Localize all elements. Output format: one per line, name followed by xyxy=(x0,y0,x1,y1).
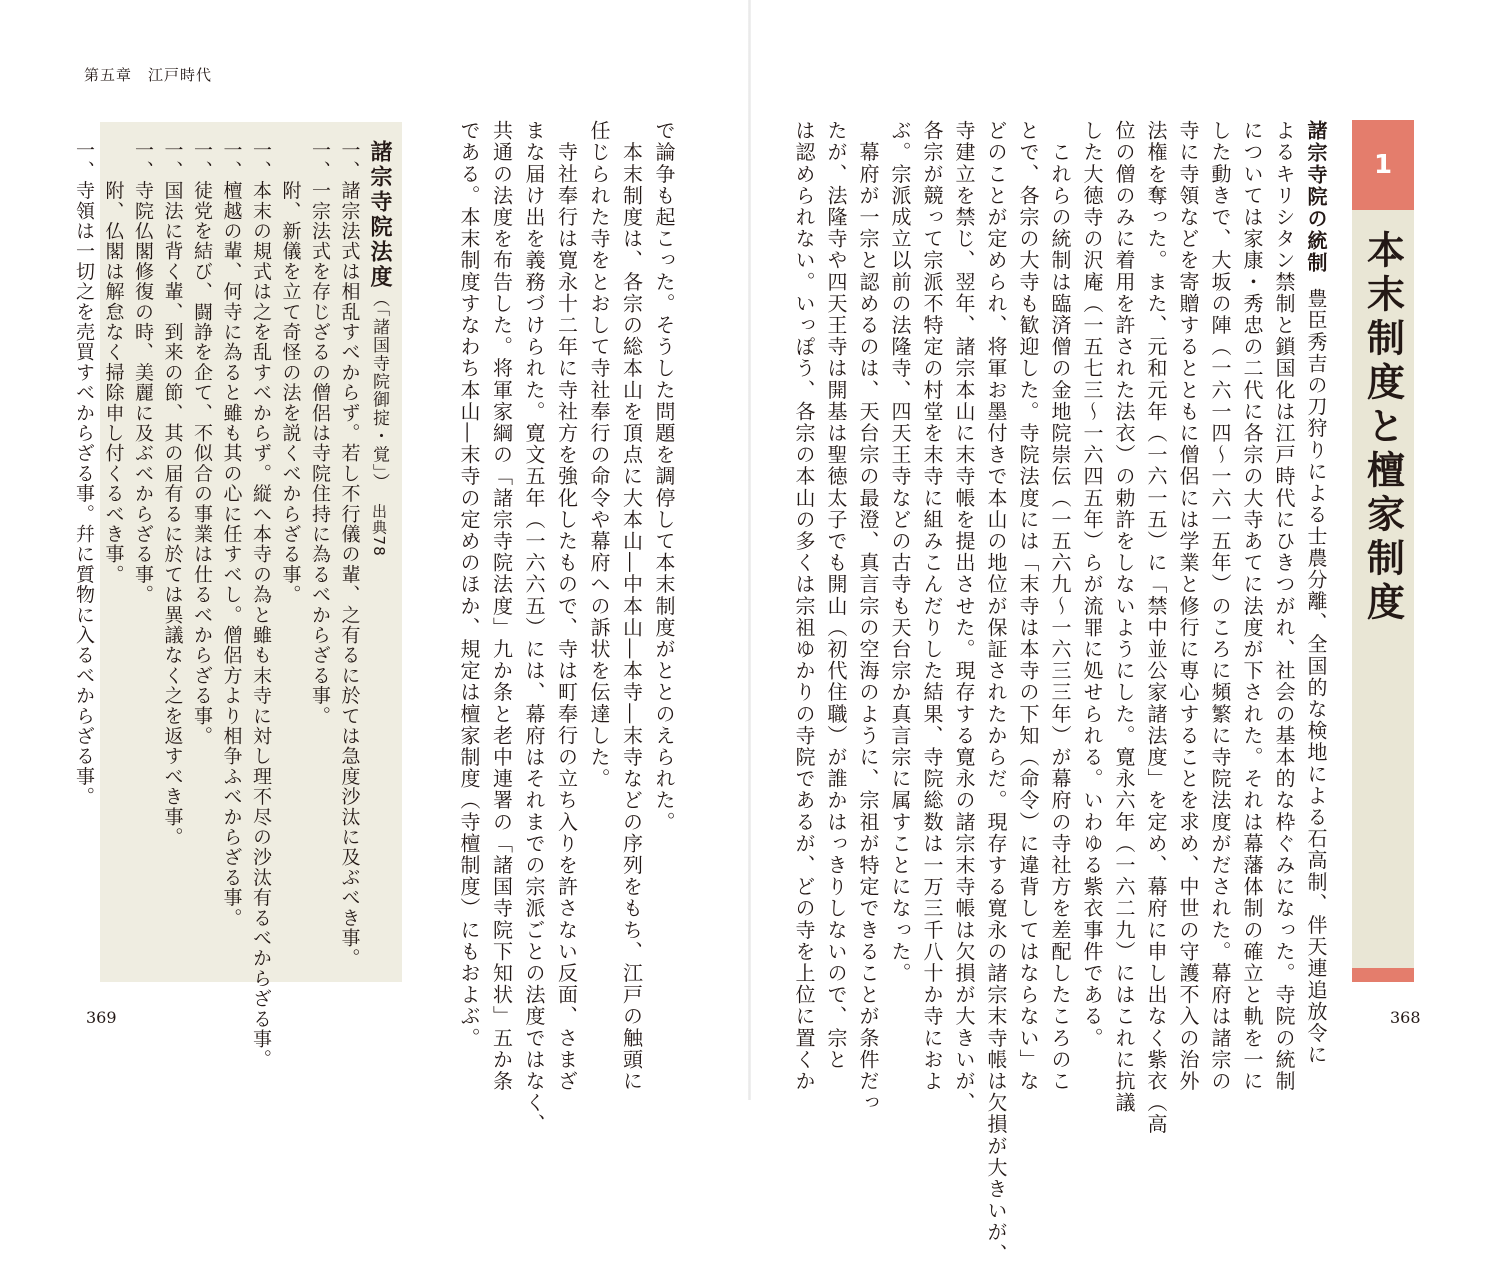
running-head: 第五章 江戸時代 xyxy=(84,66,213,84)
body-line: した大徳寺の沢庵（一五七三〜一六四五年）らが流罪に処せられる。いわゆる紫衣事件である。 xyxy=(1080,120,1104,1049)
body-text-right-page xyxy=(792,120,1332,1265)
body-line: とで、各宗の大寺も歓迎した。寺院法度には「末寺は本寺の下知（命令）に違背してはならない」な xyxy=(1016,120,1040,1092)
section-title: 本末制度と檀家制度 xyxy=(1360,230,1405,626)
body-line: 寺に寺領などを寄贈するとともに僧侶には学業と修行に専心することを求め、中世の守護不入の治外 xyxy=(1176,120,1200,1092)
section-number: 1 xyxy=(1352,120,1414,210)
source-subtitle: （「諸国寺院御掟・覚」） xyxy=(369,290,389,483)
body-line: どのことが定められ、将軍お墨付きで本山の地位が保証されたからだ。現存する寛永の諸宗末寺帳は欠損が大きいが、 xyxy=(984,120,1008,1265)
body-line: 法権を奪った。また、元和元年（一六一五）に「禁中並公家諸法度」を定め、幕府に申し出なく紫衣（高 xyxy=(1144,120,1168,1136)
body-line: である。本末制度すなわち本山―末寺の定めのほか、規定は檀家制度（寺檀制度）にもおよぶ。 xyxy=(457,120,481,1049)
body-line: 寺社奉行は寛永十二年に寺社方を強化したもので、寺は町奉行の立ち入りを許さない反面、さまざ xyxy=(554,120,579,1092)
source-article: 一、寺領は一切之を売買すべからざる事。幷に質物に入るべからざる事。 xyxy=(73,140,95,807)
source-heading xyxy=(364,140,395,970)
body-line: たが、法隆寺や四天王寺は開基は聖徳太子でも開山（初代住職）が誰かはっきりしないので、宗と xyxy=(824,120,848,1071)
subheading: 諸宗寺院の統制 xyxy=(1304,120,1328,274)
body-line: については家康・秀忠の二代に各宗の大寺あてに法度が下された。それは幕藩体制の確立と軌を一に xyxy=(1240,120,1264,1092)
body-line: で論争も起こった。そうした問題を調停して本末制度がととのえられた。 xyxy=(652,120,676,833)
book-gutter xyxy=(748,0,751,1100)
body-line: 寺建立を禁じ、翌年、諸宗本山に末寺帳を提出させた。現存する寛永の諸宗末寺帳は欠損が大きいが、 xyxy=(952,120,976,1114)
body-line: した動きで、大坂の陣（一六一四〜一六一五年）のころに頻繁に寺院法度がだされた。幕府は諸宗の xyxy=(1208,120,1232,1092)
source-article: 附、新儀を立て奇怪の法を説くべからざる事。 xyxy=(279,140,302,605)
source-article: 一、徒党を結び、闘諍を企て、不似合の事業は仕るべからざる事。 xyxy=(191,140,213,746)
body-line: 共通の法度を布告した。将軍家綱の「諸宗寺院法度」九か条と老中連署の「諸国寺院下知状」五か条 xyxy=(489,120,514,1092)
body-line xyxy=(1300,120,1332,1066)
page-number-left: 369 xyxy=(86,1008,117,1027)
body-line: ぶ。宗派成立以前の法隆寺、四天王寺などの古寺も天台宗か真言宗に属すことになった。 xyxy=(888,120,912,984)
page-number-right: 368 xyxy=(1390,1008,1421,1027)
source-article: 一、一宗法式を存じざるの僧侶は寺院住持に為るべからざる事。 xyxy=(309,140,331,726)
body-text-left-page xyxy=(457,120,680,1136)
body-line: 任じられた寺をとおして寺社奉行の命令や幕府への訴状を伝達した。 xyxy=(587,120,611,790)
section-title-accent xyxy=(1352,968,1414,982)
body-line: は認められない。いっぽう、各宗の本山の多くは宗祖ゆかりの寺院であるが、どの寺を上位に置くか xyxy=(792,120,816,1092)
source-article: 一、諸宗法式は相乱すべからず。若し不行儀の輩、之有るに於ては急度沙汰に及ぶべき事。 xyxy=(338,140,361,969)
body-line: まな届け出を義務づけられた。寛文五年（一六六五）には、幕府はそれまでの宗派ごとの法度ではなく、 xyxy=(522,120,546,1136)
body-line: よるキリシタン禁制と鎖国化は江戸時代にひきつがれ、社会の基本的な枠ぐみになった。寺院の統制 xyxy=(1272,120,1296,1092)
source-reference: 出典78 xyxy=(370,503,388,557)
source-article: 一、寺院仏閣修復の時、美麗に及ぶべからざる事。 xyxy=(132,140,154,605)
body-line: 幕府が一宗と認めるのは、天台宗の最澄、真言宗の空海のように、宗祖が特定できることが条件だっ xyxy=(856,120,880,1114)
body-line: 位の僧のみに着用を許された法衣）の勅許をしないようにした。寛永六年（一六二九）にはこれに抗議 xyxy=(1112,120,1136,1114)
body-line-text: 豊臣秀吉の刀狩りによる士農分離、全国的な検地による石高制、伴天連追放令に xyxy=(1304,288,1328,1066)
source-title: 諸宗寺院法度 xyxy=(367,140,392,290)
source-article: 一、本末の規式は之を乱すべからず。縦へ本寺の為と雖も末寺に対し理不尽の沙汰有るべからざる事。 xyxy=(250,140,272,1070)
source-article: 一、国法に背く輩、到来の節、其の届有るに於ては異議なく之を返すべき事。 xyxy=(161,140,184,847)
source-article: 附、仏閣は解怠なく掃除申し付くるべき事。 xyxy=(102,140,125,585)
section-title-block xyxy=(1352,120,1414,982)
body-line: 本末制度は、各宗の総本山を頂点に大本山―中本山―本寺―末寺などの序列をもち、江戸の触頭に xyxy=(619,120,644,1092)
body-line: 各宗が競って宗派不特定の村堂を末寺に組みこんだりした結果、寺院総数は一万三千八十か寺におよ xyxy=(920,120,944,1092)
source-article: 一、檀越の輩、何寺に為ると雖も其の心に任すべし。僧侶方より相争ふべからざる事。 xyxy=(220,140,243,928)
body-line: これらの統制は臨済僧の金地院崇伝（一五六九〜一六三三年）が幕府の寺社方を差配したころのこ xyxy=(1048,120,1072,1092)
